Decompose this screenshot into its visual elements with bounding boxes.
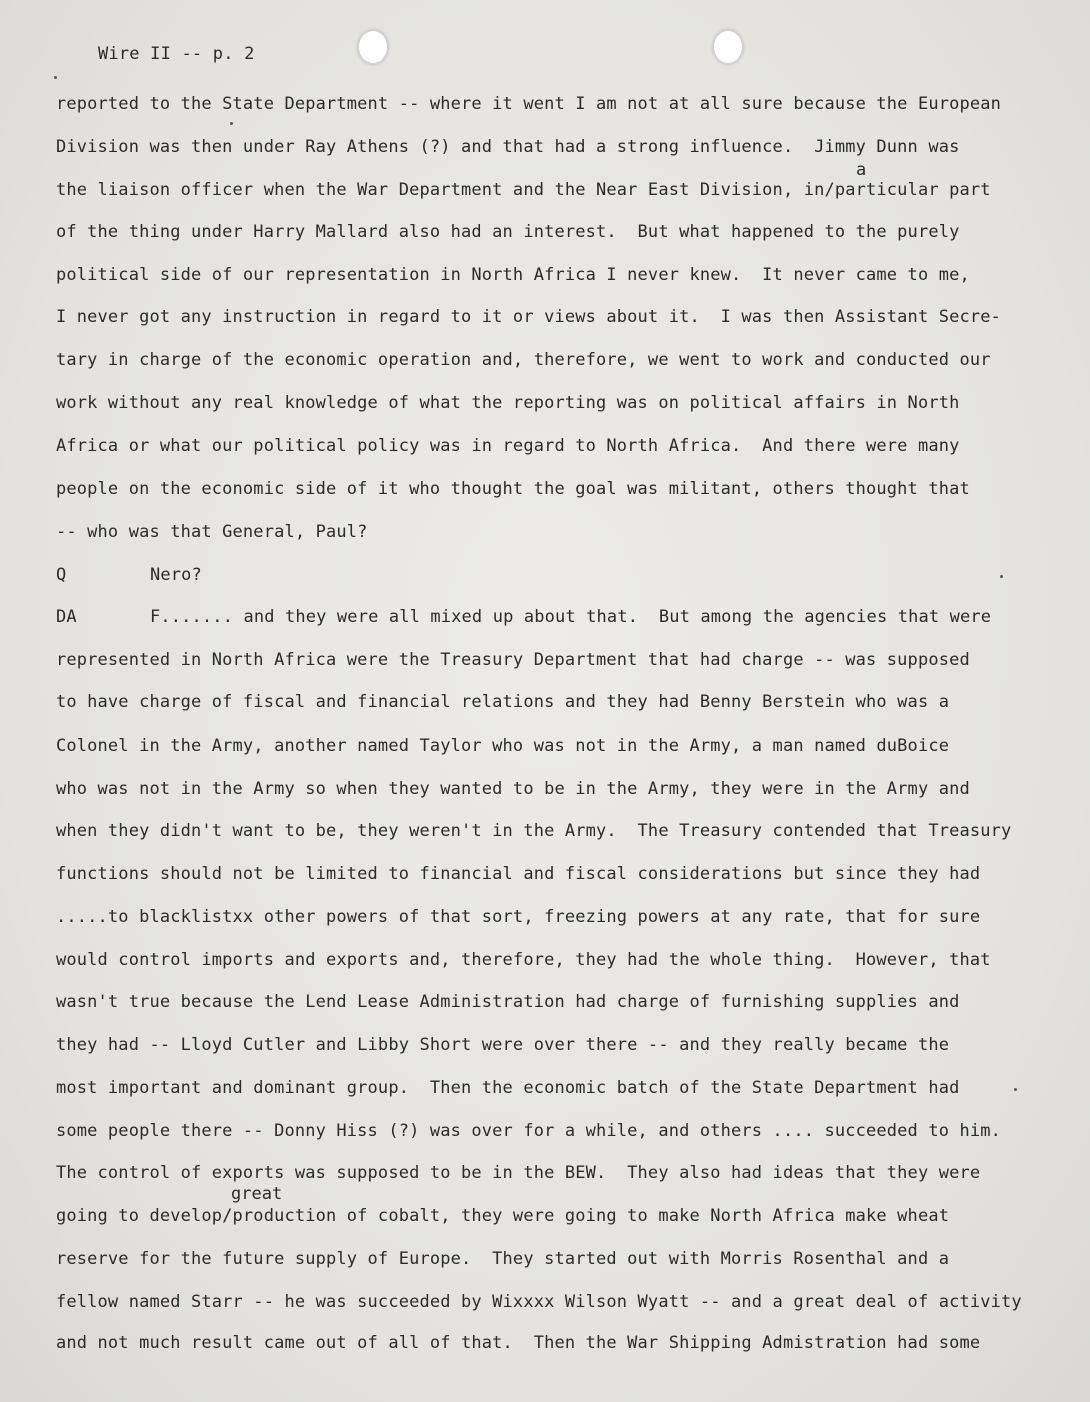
punch-hole <box>358 30 388 64</box>
text-line: Division was then under Ray Athens (?) and that had a strong influence. Jimmy Dunn was <box>56 137 960 157</box>
interlinear-insertion: a <box>856 160 867 180</box>
text-line: some people there -- Donny Hiss (?) was over for a while, and others .... succeeded to him. <box>56 1121 1002 1141</box>
text-line: work without any real knowledge of what the reporting was on political affairs in North <box>56 393 960 413</box>
text-line: .....to blacklistxx other powers of that sort, freezing powers at any rate, that for sure <box>56 907 981 927</box>
text-line: most important and dominant group. Then the economic batch of the State Department had <box>56 1078 960 1098</box>
text-line: political side of our representation in North Africa I never knew. It never came to me, <box>56 265 970 285</box>
text-line: going to develop/production of cobalt, they were going to make North Africa make wheat <box>56 1206 950 1226</box>
dialogue-line <box>56 565 1056 585</box>
text-line: when they didn't want to be, they weren't in the Army. The Treasury contended that Treasury <box>56 821 1012 841</box>
text-line: wasn't true because the Lend Lease Administration had charge of furnishing supplies and <box>56 992 960 1012</box>
text-line: reserve for the future supply of Europe. They started out with Morris Rosenthal and a <box>56 1249 950 1269</box>
text-line: the liaison officer when the War Department and the Near East Division, in/particular part <box>56 180 991 200</box>
punch-hole <box>713 30 743 64</box>
dialogue-text: F....... and they were all mixed up about that. But among the agencies that were <box>150 607 992 627</box>
dialogue-line <box>56 607 1056 627</box>
text-line: Colonel in the Army, another named Taylor who was not in the Army, a man named duBoice <box>56 736 950 756</box>
text-line: to have charge of fiscal and financial relations and they had Benny Berstein who was a <box>56 692 950 712</box>
text-line: people on the economic side of it who thought the goal was militant, others thought that <box>56 479 970 499</box>
text-line: I never got any instruction in regard to it or views about it. I was then Assistant Secre- <box>56 307 1002 327</box>
text-line: The control of exports was supposed to be in the BEW. They also had ideas that they were <box>56 1163 981 1183</box>
interlinear-insertion: great <box>231 1184 283 1204</box>
text-line: fellow named Starr -- he was succeeded by Wixxxx Wilson Wyatt -- and a great deal of activity <box>56 1292 1022 1312</box>
text-line: of the thing under Harry Mallard also had an interest. But what happened to the purely <box>56 222 960 242</box>
text-line: tary in charge of the economic operation and, therefore, we went to work and conducted our <box>56 350 991 370</box>
speaker-label: Q <box>56 565 67 585</box>
text-line: and not much result came out of all of that. Then the War Shipping Admistration had some <box>56 1333 981 1353</box>
text-line: reported to the State Department -- where it went I am not at all sure because the European <box>56 94 1002 114</box>
text-line: they had -- Lloyd Cutler and Libby Short were over there -- and they really became the <box>56 1035 950 1055</box>
paper-speck <box>54 76 57 79</box>
text-line: -- who was that General, Paul? <box>56 522 368 542</box>
paper-speck <box>1000 575 1003 578</box>
page-header: Wire II -- p. 2 <box>98 44 255 64</box>
paper-speck <box>1014 1088 1017 1091</box>
paper-speck <box>230 122 233 125</box>
text-line: who was not in the Army so when they wanted to be in the Army, they were in the Army and <box>56 779 970 799</box>
text-line: Africa or what our political policy was in regard to North Africa. And there were many <box>56 436 960 456</box>
speaker-label: DA <box>56 607 77 627</box>
text-line: would control imports and exports and, therefore, they had the whole thing. However, that <box>56 950 991 970</box>
text-line: represented in North Africa were the Treasury Department that had charge -- was supposed <box>56 650 970 670</box>
dialogue-text: Nero? <box>150 565 202 585</box>
text-line: functions should not be limited to financial and fiscal considerations but since they had <box>56 864 981 884</box>
